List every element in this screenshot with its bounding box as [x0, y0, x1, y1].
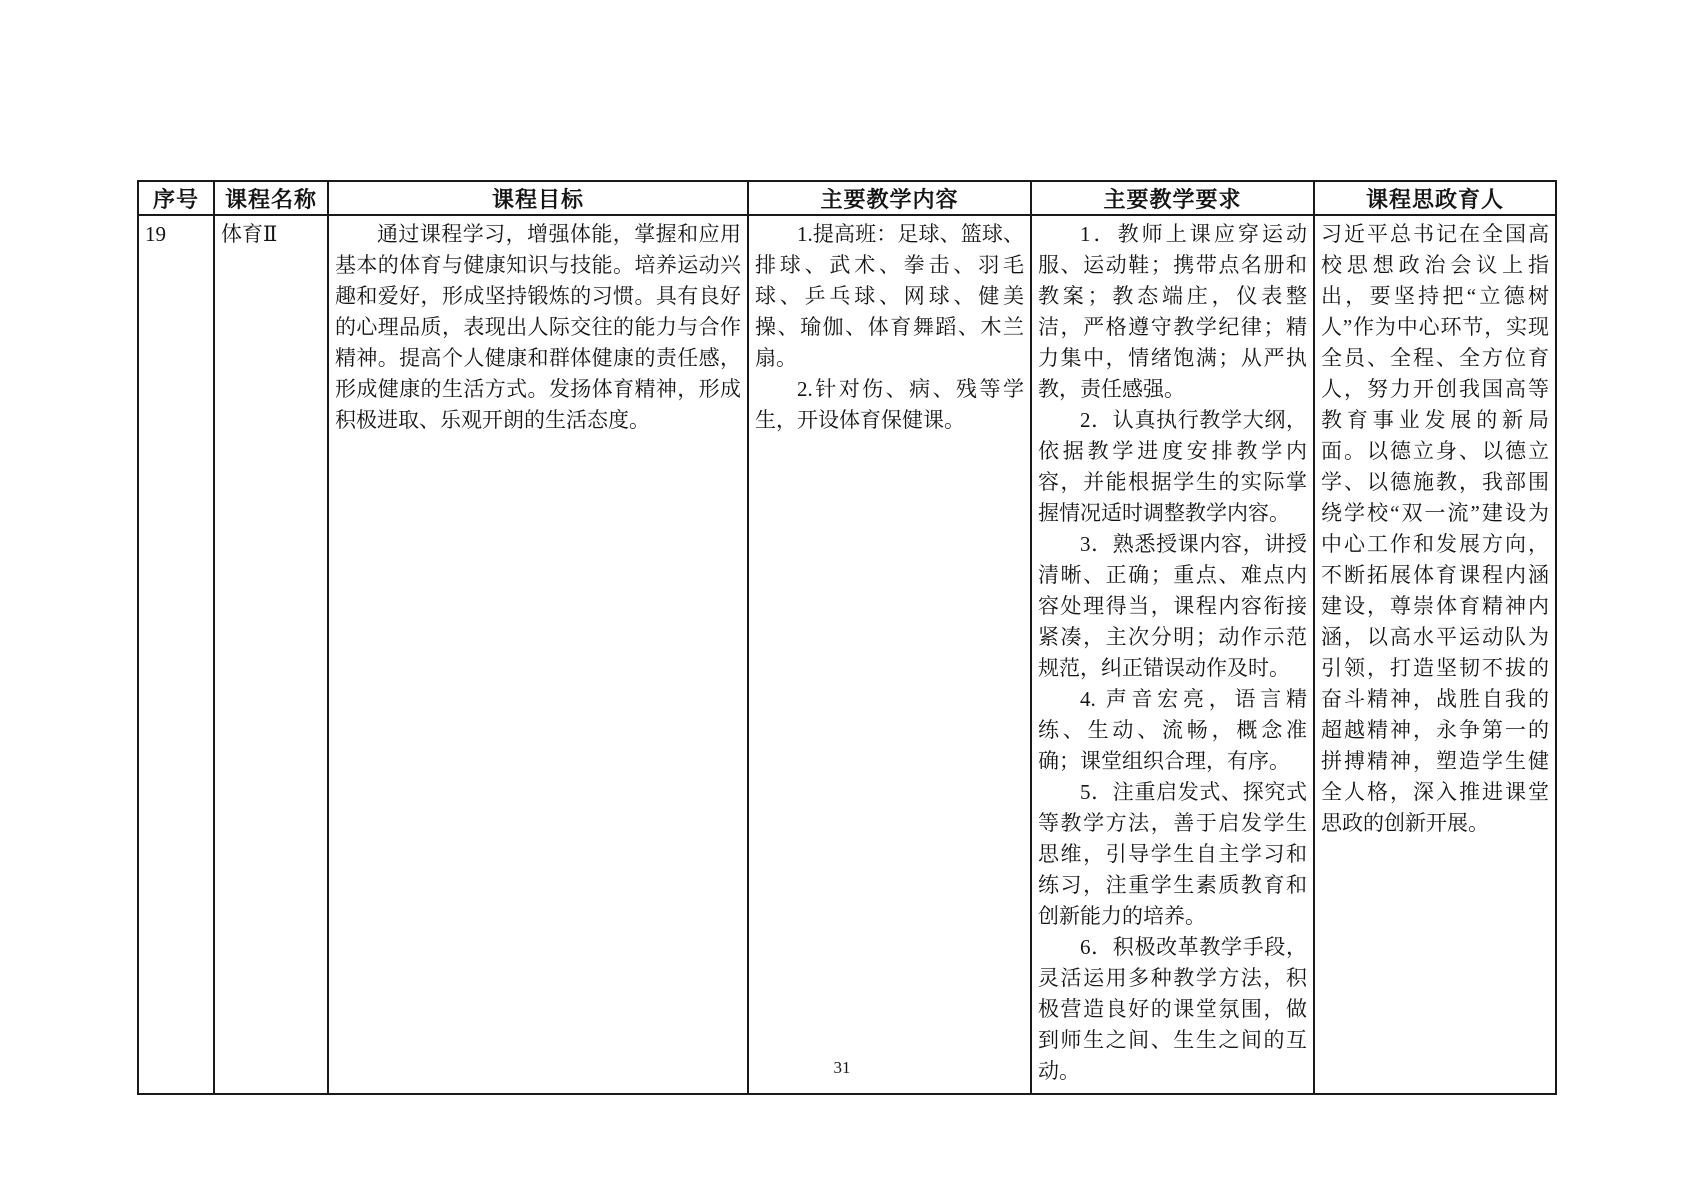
table-header-row [138, 181, 1556, 215]
header-ideological-education: 课程思政育人 [1314, 181, 1556, 215]
header-serial-number: 序号 [138, 181, 214, 215]
header-teaching-requirements: 主要教学要求 [1031, 181, 1314, 215]
cell-ideological-education [1314, 215, 1556, 1094]
teaching-requirement-item: 6．积极改革教学手段，灵活运用多种教学方法，积极营造良好的课堂氛围，做到师生之间、生生之间的互动。 [1038, 935, 1307, 1083]
teaching-content-item: 2.针对伤、病、残等学生，开设体育保健课。 [755, 377, 1024, 432]
teaching-requirement-item: 4. 声音宏亮，语言精练、生动、流畅，概念准确；课堂组织合理，有序。 [1038, 687, 1307, 773]
teaching-requirement-item: 5．注重启发式、探究式等教学方法，善于启发学生思维，引导学生自主学习和练习，注重学生素质教育和创新能力的培养。 [1038, 780, 1307, 928]
header-teaching-content: 主要教学内容 [748, 181, 1031, 215]
teaching-requirement-item: 2．认真执行教学大纲，依据教学进度安排教学内容，并能根据学生的实际掌握情况适时调整教学内容。 [1038, 408, 1307, 525]
teaching-requirement-item: 1．教师上课应穿运动服、运动鞋；携带点名册和教案；教态端庄，仪表整洁，严格遵守教学纪律；精力集中，情绪饱满；从严执教，责任感强。 [1038, 222, 1307, 401]
page-number: 31 [833, 1058, 851, 1077]
table-row [138, 215, 1556, 1094]
teaching-content-item: 1.提高班：足球、篮球、排球、武术、拳击、羽毛球、乒乓球、网球、健美操、瑜伽、体育舞蹈、木兰扇。 [755, 222, 1024, 370]
cell-course-objectives [328, 215, 748, 1094]
cell-teaching-requirements [1031, 215, 1314, 1094]
cell-course-name: 体育Ⅱ [214, 215, 328, 1094]
teaching-requirement-item: 3．熟悉授课内容，讲授清晰、正确；重点、难点内容处理得当，课程内容衔接紧凑，主次分明；动作示范规范，纠正错误动作及时。 [1038, 532, 1307, 680]
header-course-objectives: 课程目标 [328, 181, 748, 215]
ideological-education-paragraph: 习近平总书记在全国高校思想政治会议上指出，要坚持把“立德树人”作为中心环节，实现全员、全程、全方位育人，努力开创我国高等教育事业发展的新局面。以德立身、以德立学、以德施教，我部围绕学校“双一流”建设为中心工作和发展方向，不断拓展体育课程内涵建设，尊崇体育精神内涵，以高水平运动队为引领，打造坚韧不拔的奋斗精神，战胜自我的超越精神，永争第一的拼搏精神，塑造学生健全人格，深入推进课堂思政的创新开展。 [1321, 222, 1549, 835]
cell-teaching-content [748, 215, 1031, 1094]
course-objectives-paragraph: 通过课程学习，增强体能，掌握和应用基本的体育与健康知识与技能。培养运动兴趣和爱好，形成坚持锻炼的习惯。具有良好的心理品质，表现出人际交往的能力与合作精神。提高个人健康和群体健康的责任感，形成健康的生活方式。发扬体育精神，形成积极进取、乐观开朗的生活态度。 [335, 222, 741, 432]
course-syllabus-table [137, 180, 1557, 1095]
header-course-name: 课程名称 [214, 181, 328, 215]
cell-serial-number: 19 [138, 215, 214, 1094]
